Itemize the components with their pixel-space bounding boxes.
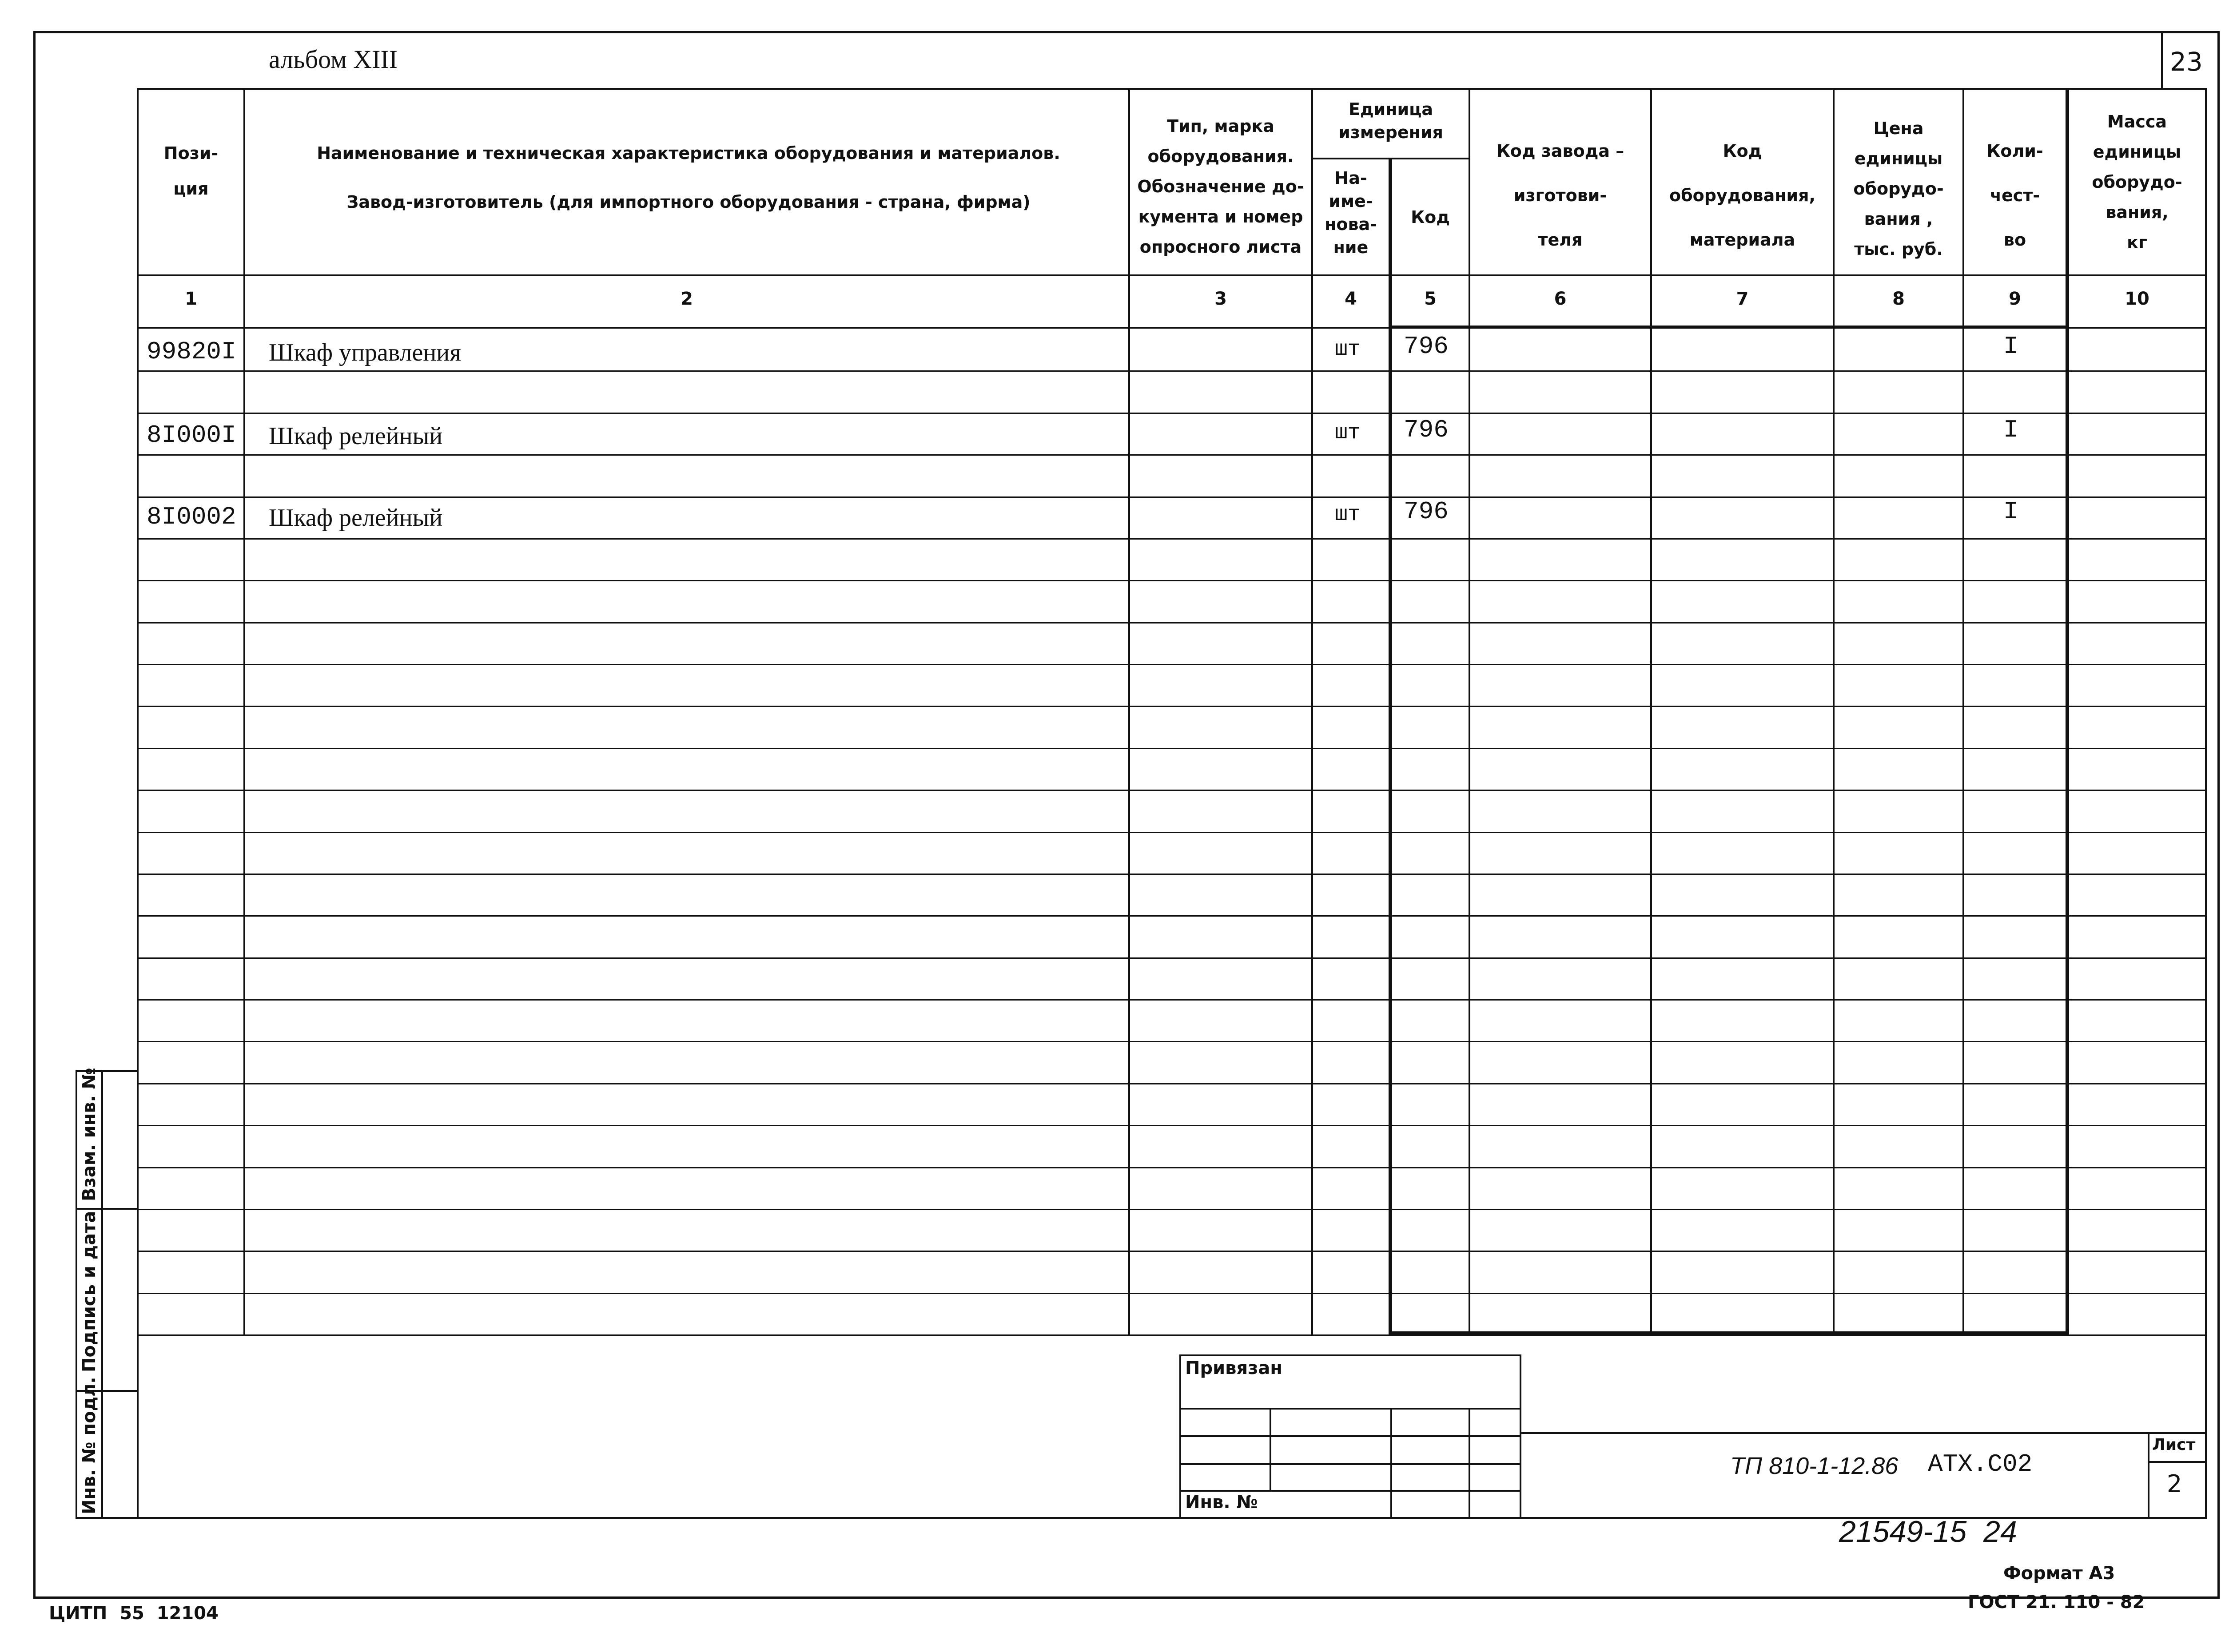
table-bottom-line <box>137 1334 2207 1336</box>
unit-group-line <box>1311 158 1469 159</box>
table-row-line <box>137 1167 2207 1168</box>
format-label: Формат А3 <box>2003 1563 2115 1584</box>
col-header-9: Коли- чест- во <box>1986 141 2043 250</box>
col-divider-4 <box>1389 158 1392 1336</box>
table-row-line <box>137 1083 2207 1084</box>
col-divider-1 <box>243 88 245 1336</box>
col-header-1: Пози- ция <box>163 143 219 199</box>
col-header-2: Наименование и техническая характеристика оборудования и материалов. Завод-изготовитель (для импортного оборудования - страна, фирма) <box>317 143 1060 212</box>
col-divider-2 <box>1128 88 1130 1336</box>
sheet-label: Лист <box>2152 1436 2196 1454</box>
table-row-line <box>137 664 2207 665</box>
sheet-number: 2 <box>2167 1470 2182 1498</box>
row-3-code: 796 <box>1404 497 1449 526</box>
gost-label: ГОСТ 21. 110 - 82 <box>1968 1592 2145 1612</box>
album-title: альбом XIII <box>269 45 398 74</box>
col-num-2: 2 <box>681 289 693 309</box>
table-row-line <box>137 748 2207 749</box>
col-header-6: Код завода – изготови- теля <box>1496 141 1624 250</box>
row-1-position: 99820I <box>147 338 236 366</box>
unit-group-header: Единица измерения <box>1338 99 1443 142</box>
table-row-line <box>137 622 2207 623</box>
col-divider-5 <box>1469 88 1470 1336</box>
citp-label: ЦИТП 55 12104 <box>49 1603 219 1624</box>
table-row-line <box>137 832 2207 833</box>
table-row-line <box>137 915 2207 917</box>
table-right-border <box>2205 88 2207 1519</box>
col-num-4: 4 <box>1345 289 1357 309</box>
row-2-unit: шт <box>1335 421 1361 445</box>
row-3-position: 8I0002 <box>147 503 236 531</box>
privyazan-col-1 <box>1270 1408 1271 1490</box>
col-num-10: 10 <box>2125 289 2149 309</box>
table-row-line <box>137 496 2207 498</box>
table-row-line <box>137 874 2207 875</box>
handwritten-note: 21549-15 24 <box>1839 1515 2017 1549</box>
side-block-bottom <box>76 1517 138 1519</box>
table-row-line <box>137 454 2207 456</box>
row-1-code: 796 <box>1404 332 1449 361</box>
privyazan-col-2 <box>1390 1408 1392 1519</box>
header-bottom-line <box>137 274 2207 276</box>
side-label-inv: Инв. № подл. <box>79 1377 100 1514</box>
doc-code: ТП 810-1-12.86 <box>1730 1453 1899 1479</box>
page-number: 23 <box>2170 47 2203 77</box>
row-3-unit: шт <box>1335 503 1361 527</box>
row-1-qty: I <box>2003 332 2018 361</box>
col-divider-6 <box>1650 88 1652 1336</box>
side-label-podpis: Подпись и дата <box>79 1211 100 1372</box>
row-2-position: 8I000I <box>147 421 236 449</box>
table-row-line <box>137 1293 2207 1294</box>
col-header-8: Цена единицы оборудо- вания , тыс. руб. <box>1853 119 1944 259</box>
row-3-qty: I <box>2003 497 2018 526</box>
col-num-3: 3 <box>1214 289 1227 309</box>
side-block-left <box>76 1070 77 1519</box>
col-num-9: 9 <box>2009 289 2021 309</box>
doc-block-top <box>1520 1432 2205 1434</box>
side-block-sep-1 <box>76 1208 138 1210</box>
col-divider-7 <box>1833 88 1835 1336</box>
row-2-name: Шкаф релейный <box>269 422 443 450</box>
inv-no-label: Инв. № <box>1185 1492 1258 1513</box>
privyazan-col-3 <box>1469 1408 1470 1519</box>
privyazan-top <box>1179 1354 1521 1356</box>
table-row-line <box>137 1125 2207 1126</box>
col-num-7: 7 <box>1736 289 1749 309</box>
col-num-6: 6 <box>1554 289 1567 309</box>
row-1-name: Шкаф управления <box>269 339 462 366</box>
table-row-line <box>137 538 2207 540</box>
table-row-line <box>137 1209 2207 1210</box>
col-header-3: Тип, марка оборудования. Обозначение до- кумента и номер опросного листа <box>1137 116 1304 257</box>
table-row-line <box>137 999 2207 1001</box>
col-header-10: Масса единицы оборудо- вания, кг <box>2092 112 2182 252</box>
table-row-line <box>137 957 2207 959</box>
privyazan-left <box>1179 1354 1181 1519</box>
row-1-unit: шт <box>1335 338 1361 361</box>
col-header-4: На- име- нова- ние <box>1325 168 1377 257</box>
sheet-box-sep <box>2148 1461 2207 1463</box>
page-number-divider <box>2161 31 2163 89</box>
table-row-line <box>137 413 2207 414</box>
bold-bottom-line <box>1389 1331 2069 1334</box>
outer-frame <box>33 31 2220 1599</box>
table-top-line <box>137 88 2207 90</box>
col-header-7: Код оборудования, материала <box>1669 141 1815 250</box>
table-row-line <box>137 790 2207 791</box>
col-num-5: 5 <box>1424 289 1437 309</box>
col-header-5: Код <box>1411 207 1450 227</box>
row-3-name: Шкаф релейный <box>269 504 443 532</box>
doc-mark: АТХ.С02 <box>1928 1450 2033 1478</box>
col-divider-9 <box>2066 88 2069 1336</box>
table-row-line <box>137 1041 2207 1042</box>
privyazan-label: Привязан <box>1185 1358 1283 1378</box>
col-num-1: 1 <box>185 289 197 309</box>
row-2-code: 796 <box>1404 416 1449 444</box>
table-row-line <box>137 370 2207 372</box>
bold-top-line <box>1389 326 2069 329</box>
col-num-8: 8 <box>1892 289 1905 309</box>
col-divider-3 <box>1311 88 1313 1336</box>
side-label-vzam: Взам. инв. № <box>79 1068 100 1201</box>
table-row-line <box>137 1251 2207 1252</box>
sheet-box-left <box>2148 1432 2149 1519</box>
side-block-inner <box>101 1070 103 1519</box>
table-row-line <box>137 580 2207 581</box>
col-divider-8 <box>1962 88 1964 1336</box>
table-row-line <box>137 706 2207 707</box>
row-2-qty: I <box>2003 416 2018 444</box>
privyazan-right <box>1520 1354 1521 1519</box>
